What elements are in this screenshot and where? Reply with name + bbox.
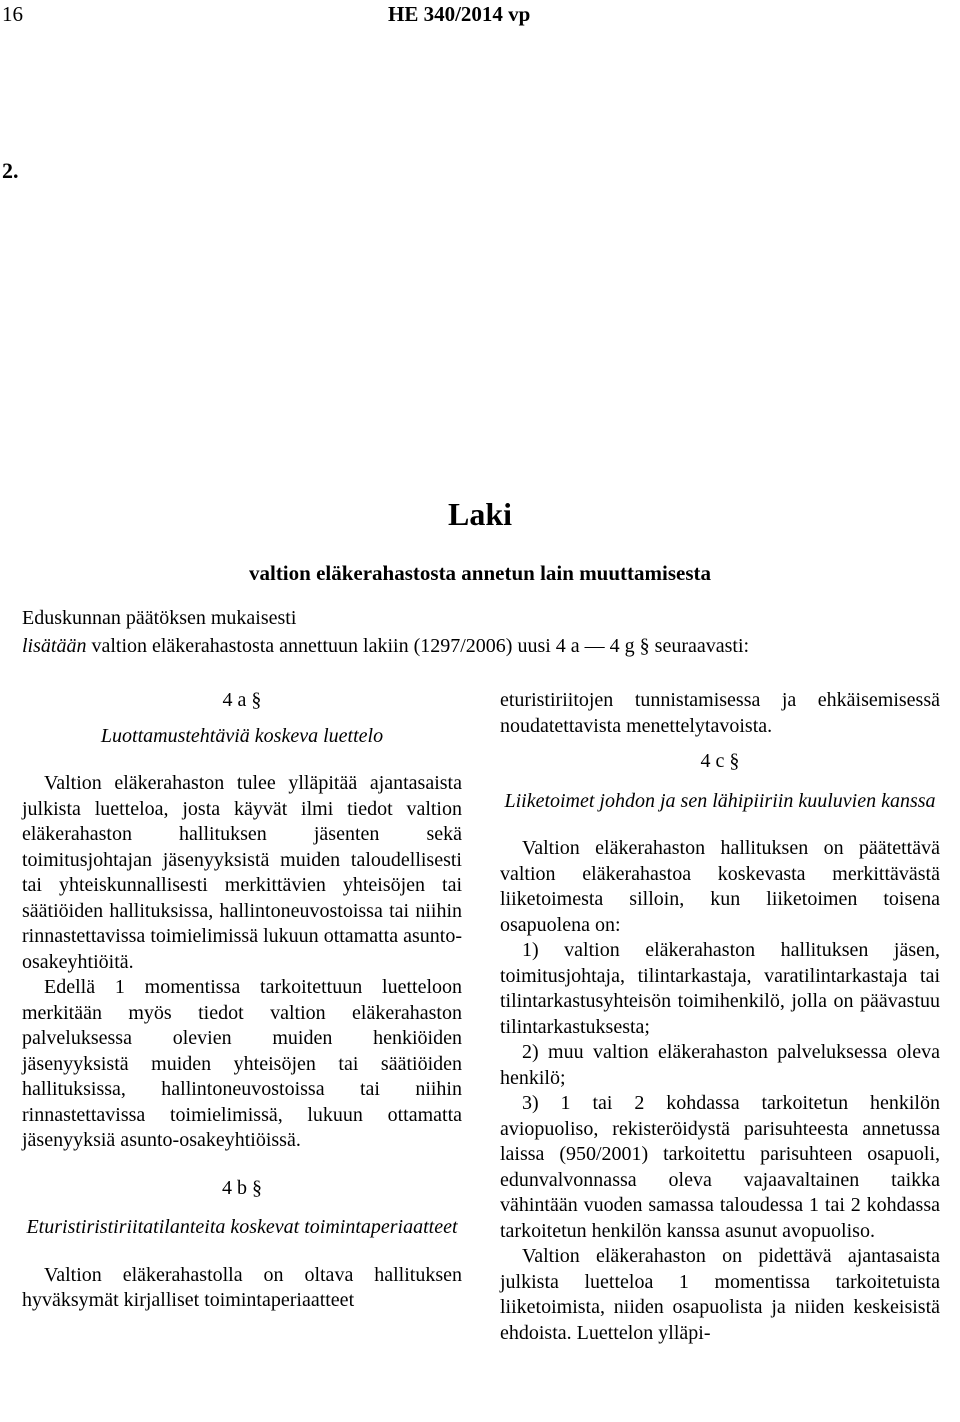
- section-4a-paragraph-2: Edellä 1 momentissa tarkoitettuun luetteloon merkitään myös tiedot valtion eläkerahaston palveluksessa olevien muiden henkiöiden jäsenyyksistä muiden yhteisöjen tai säätiöiden hallituksissa, hallintoneuvostoissa tai niihin rinnastettavissa toimielimissä, lukuun ottamatta jäsenyyksiä asunto-osakeyhtiöissä.: [22, 976, 462, 1151]
- page-number: 16: [2, 2, 23, 26]
- enactment-line-2: [22, 633, 749, 659]
- enactment-verb: lisätään: [22, 635, 87, 657]
- document-id: HE 340/2014 vp: [388, 2, 531, 26]
- section-4c-paragraph-2: Valtion eläkerahaston on pidettävä ajantasaista julkista luetteloa 1 momentissa tarkoitetuista liiketoimista, niiden osapuolista ja niiden keskeisistä ehdoista. Luettelon ylläpi-: [500, 1245, 940, 1344]
- section-4c-item-2: 2) muu valtion eläkerahaston palveluksessa oleva henkilö;: [500, 1041, 940, 1089]
- left-column: [22, 688, 462, 1314]
- law-subtitle: valtion eläkerahastosta annetun lain muuttamisesta: [248, 561, 712, 585]
- right-column: [500, 688, 940, 1346]
- section-4b-heading: 4 b §: [222, 1176, 262, 1199]
- section-4a-paragraph-1: Valtion eläkerahaston tulee ylläpitää ajantasaista julkista luetteloa, josta käyvät ilmi tiedot valtion eläkerahaston hallituksen jäsenten sekä toimitusjohtajan jäsenyyksistä muiden taloudellisesti tai yhteiskunnallisesti merkittävien yhteisöjen tai säätiöiden hallituksissa, hallintoneuvostoissa tai niihin rinnastettavissa toimielimissä lukuun ottamatta asunto-osakeyhtiöitä.: [22, 772, 462, 973]
- section-4c-title: Liiketoimet johdon ja sen lähipiiriin kuuluvien kanssa: [504, 789, 936, 812]
- section-4c-item-3: 3) 1 tai 2 kohdassa tarkoitetun henkilön aviopuoliso, rekisteröidystä parisuhteesta annetussa laissa (950/2001) tarkoitettu parisuhteen osapuoli, edunvalvonnassa oleva vajaavaltainen taikka vähintään vuoden samassa taloudessa 1 tai 2 kohdassa tarkoitetun henkilön kanssa asunut avopuoliso.: [500, 1092, 940, 1242]
- section-number: 2.: [2, 158, 19, 183]
- section-4c-paragraph-1: Valtion eläkerahaston hallituksen on päätettävä valtion eläkerahastoa koskevasta merkittävästä liiketoimesta silloin, kun liiketoimen toisena osapuolena on:: [500, 837, 940, 936]
- law-title: Laki: [447, 496, 513, 532]
- section-4b-paragraph-1: Valtion eläkerahastolla on oltava hallituksen hyväksymät kirjalliset toimintaperiaatteet: [22, 1263, 462, 1311]
- section-4c-heading: 4 c §: [700, 750, 740, 772]
- section-4c-item-1: 1) valtion eläkerahaston hallituksen jäsen, toimitusjohtaja, tilintarkastaja, varatilintarkastaja tai tilintarkastusyhteisön toimihenkilö, jolla on päävastuu tilintarkastuksesta;: [500, 939, 940, 1038]
- section-4a-heading: 4 a §: [222, 689, 262, 711]
- section-4a-title: Luottamustehtäviä koskeva luettelo: [100, 724, 384, 747]
- enactment-line-1: Eduskunnan päätöksen mukaisesti: [22, 607, 297, 629]
- section-4b-paragraph-1-continued: eturistiriitojen tunnistamisessa ja ehkäisemisessä noudatettavista menettelytavoista.: [500, 689, 940, 737]
- section-4b-title: Eturistiristiriitatilanteita koskevat toimintaperiaatteet: [26, 1216, 458, 1238]
- enactment-text: valtion eläkerahastosta annettuun lakiin (1297/2006) uusi 4 a — 4 g § seuraavasti:: [86, 635, 750, 657]
